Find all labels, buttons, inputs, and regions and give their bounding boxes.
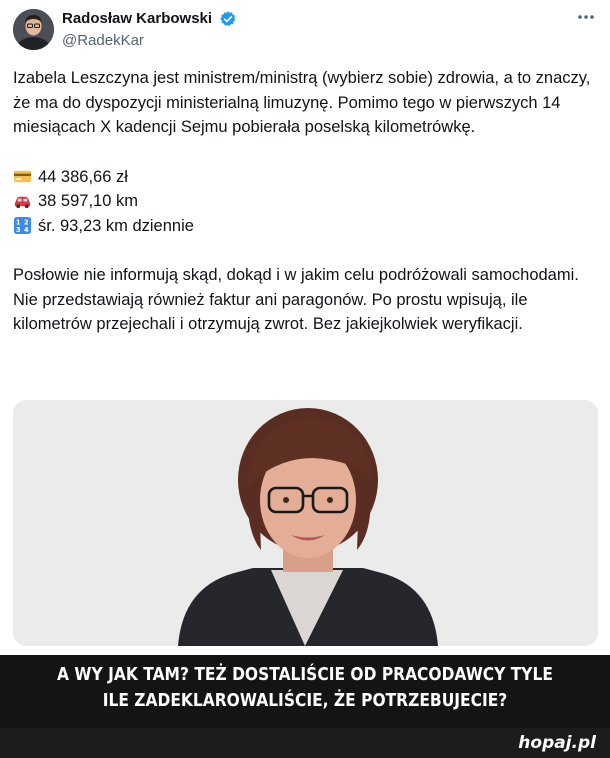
caption-line: ILE ZADEKLAROWALIŚCIE, ŻE POTRZEBUJECIE? <box>102 690 508 711</box>
avatar-image <box>13 9 54 50</box>
meme-caption <box>43 662 568 714</box>
stat-amount-text: 44 386,66 zł <box>38 167 128 186</box>
svg-text:1: 1 <box>15 218 21 227</box>
tweet-paragraph: Posłowie nie informują skąd, dokąd i w jakim celu podróżowali samochodami. Nie przedstawiają również faktur ani paragonów. Po prostu wpisują, ile kilometrów przejechali i otrzymują zwrot. Bez jakiejkolwiek weryfikacji. <box>13 266 579 333</box>
site-watermark: hopaj.pl <box>518 733 596 753</box>
tweet-paragraph: Izabela Leszczyna jest ministrem/ministrą (wybierz sobie) zdrowia, a to znaczy, że ma do dyspozycji ministerialną limuzynę. Pomimo tego w pierwszych 14 miesiącach X kadencji Sejmu pobierała poselską kilometrówkę. <box>13 69 591 136</box>
svg-text:2: 2 <box>23 218 29 227</box>
verified-badge-icon <box>219 10 237 28</box>
stat-average <box>13 214 598 239</box>
credit-card-icon <box>13 167 32 186</box>
caption-line: A WY JAK TAM? TEŻ DOSTALIŚCIE OD PRACODAWCY TYLE <box>57 664 553 685</box>
stat-distance-text: 38 597,10 km <box>38 192 138 210</box>
portrait-photo <box>13 400 598 646</box>
author-handle[interactable]: @RadekKar <box>62 32 144 49</box>
car-icon <box>13 192 32 211</box>
stat-average-text: śr. 93,23 km dziennie <box>38 216 194 235</box>
author-name[interactable]: Radosław Karbowski <box>62 10 213 27</box>
more-options-icon[interactable] <box>575 10 597 24</box>
svg-text:3: 3 <box>15 226 21 235</box>
tweet-text <box>13 66 598 337</box>
stat-distance <box>13 189 598 214</box>
avatar[interactable] <box>13 9 54 50</box>
tweet-photo[interactable] <box>13 400 598 646</box>
svg-text:4: 4 <box>23 226 29 235</box>
stat-amount <box>13 165 598 190</box>
numbers-icon <box>13 216 32 235</box>
